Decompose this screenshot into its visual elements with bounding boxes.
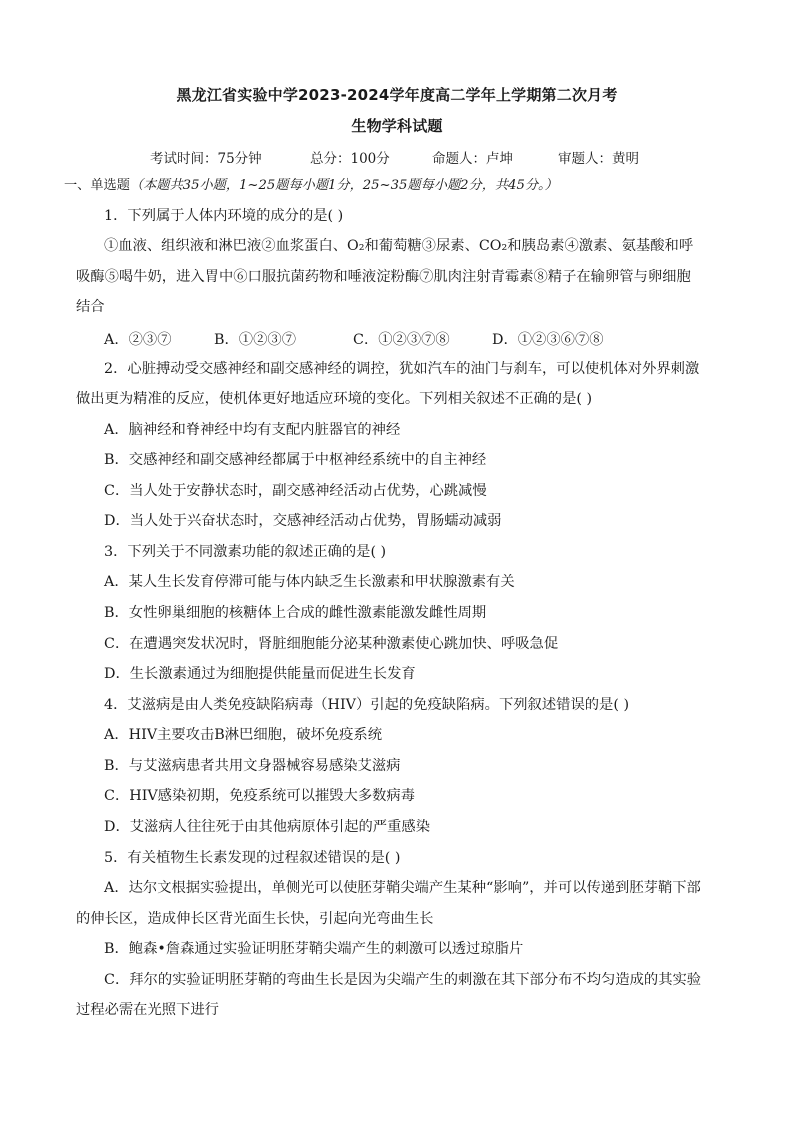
question-author: 命题人：卢坤 — [432, 151, 513, 167]
q3-option-b: B．女性卵巢细胞的核糖体上合成的雌性激素能激发雌性周期 — [104, 605, 487, 621]
q1-items-line1: ①血液、组织液和淋巴液②血浆蛋白、O₂和葡萄糖③尿素、CO₂和胰岛素④激素、氨基酸和呼 — [104, 238, 694, 254]
q4-option-d: D．艾滋病人往往死于由其他病原体引起的严重感染 — [104, 819, 430, 835]
q1-items-line2: 吸酶⑤喝牛奶，进入胃中⑥口服抗菌药物和唾液淀粉酶⑦肌肉注射青霉素⑧精子在输卵管与卵细胞 — [76, 269, 691, 285]
exam-subtitle: 生物学科试题 — [351, 117, 443, 135]
q1-option-c: C．①②③⑦⑧ — [353, 332, 450, 348]
section-heading — [64, 177, 558, 195]
section-note: （本题共35小题，1~25题每小题1分，25~35题每小题2分，共45分。） — [129, 178, 558, 193]
q1-stem: 1．下列属于人体内环境的成分的是( ) — [104, 208, 344, 224]
q1-items-line3: 结合 — [76, 299, 105, 315]
exam-title: 黑龙江省实验中学2023-2024学年度高二学年上学期第二次月考 — [176, 86, 618, 104]
q2-stem-line2: 做出更为精准的反应，使机体更好地适应环境的变化。下列相关叙述不正确的是( ) — [76, 391, 593, 407]
q3-option-d: D．生长激素通过为细胞提供能量而促进生长发育 — [104, 666, 416, 682]
q4-option-b: B．与艾滋病患者共用文身器械容易感染艾滋病 — [104, 758, 401, 774]
q5-option-a-line1: A．达尔文根据实验提出，单侧光可以使胚芽鞘尖端产生某种“影响”，并可以传递到胚芽鞘下部 — [104, 880, 701, 896]
q5-option-c-line1: C．拜尔的实验证明胚芽鞘的弯曲生长是因为尖端产生的刺激在其下部分布不均匀造成的其实验 — [104, 972, 702, 988]
q2-option-a: A．脑神经和脊神经中均有支配内脏器官的神经 — [104, 422, 401, 438]
q2-option-b: B．交感神经和副交感神经都属于中枢神经系统中的自主神经 — [104, 452, 487, 468]
q5-option-a-line2: 的伸长区，造成伸长区背光面生长快，引起向光弯曲生长 — [76, 911, 434, 927]
q3-option-c: C．在遭遇突发状况时，肾脏细胞能分泌某种激素使心跳加快、呼吸急促 — [104, 636, 559, 652]
q4-stem: 4．艾滋病是由人类免疫缺陷病毒（HIV）引起的免疫缺陷病。下列叙述错误的是( ) — [104, 697, 630, 713]
q5-option-b: B．鲍森•詹森通过实验证明胚芽鞘尖端产生的刺激可以透过琼脂片 — [104, 941, 524, 957]
q5-option-c-line2: 过程必需在光照下进行 — [76, 1002, 219, 1018]
q3-stem: 3．下列关于不同激素功能的叙述正确的是( ) — [104, 544, 387, 560]
q1-option-a: A．②③⑦ — [104, 332, 172, 348]
question-reviewer: 审题人：黄明 — [558, 151, 639, 167]
total-score: 总分：100分 — [310, 151, 390, 167]
q4-option-c: C．HIV感染初期，免疫系统可以摧毁大多数病毒 — [104, 788, 416, 804]
section-title: 一、单选题 — [64, 178, 130, 193]
exam-time: 考试时间：75分钟 — [150, 151, 262, 167]
q2-option-d: D．当人处于兴奋状态时，交感神经活动占优势，胃肠蠕动减弱 — [104, 513, 502, 529]
q5-stem: 5．有关植物生长素发现的过程叙述错误的是( ) — [104, 850, 401, 866]
q4-option-a: A．HIV主要攻击B淋巴细胞，破坏免疫系统 — [104, 727, 383, 743]
q3-option-a: A．某人生长发育停滞可能与体内缺乏生长激素和甲状腺激素有关 — [104, 574, 515, 590]
q1-option-b: B．①②③⑦ — [214, 332, 296, 348]
q1-option-d: D．①②③⑥⑦⑧ — [492, 332, 604, 348]
q2-option-c: C．当人处于安静状态时，副交感神经活动占优势，心跳减慢 — [104, 483, 487, 499]
q2-stem-line1: 2．心脏搏动受交感神经和副交感神经的调控，犹如汽车的油门与刹车，可以使机体对外界刺激 — [104, 361, 700, 377]
